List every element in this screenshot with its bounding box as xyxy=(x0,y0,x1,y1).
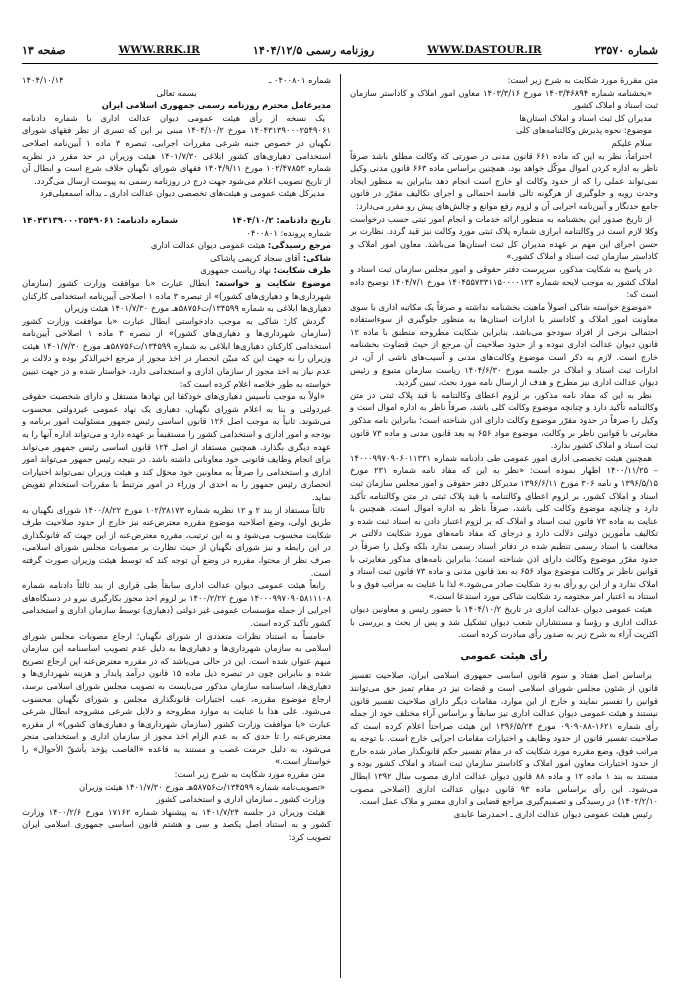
paragraph: در پاسخ به شکایت مذکور، سرپرست دفتر حقوقی و امور مجلس سازمان ثبت اسناد و املاک کشور به موجب لایحه شماره ۱۴۰۴۵۵۷۳۳۱۱۵۰۰۰۰۱۲۳ مورخ ۱۴۰۴/۷/۱ توضیح داده است که: xyxy=(350,263,658,300)
plaintiff-value: آقای سجاد کریمی پاشاکی xyxy=(209,252,301,263)
paragraph: از تاریخ صدور این بخشنامه به منظور ارائه خدمات و انجام امور ثبتی حسب درخواست وکلا لازم است در وکالتنامه ابرازی شماره پلاک ثبتی مورد وکالت نیز قید گردد. نظارت بر حسن اجرای این مهم بر عهده مدیران کل ثبت استان‌ها می‌باشد. معاون امور املاک و کاداستر سازمان ثبت اسناد و املاک کشور.» xyxy=(350,213,658,262)
page-header xyxy=(22,40,658,64)
signature: مدیرکل هیئت عمومی و هیئت‌های تخصصی دیوان عدالت اداری ـ یداله اسمعیلی‌فرد xyxy=(39,188,325,199)
issue-number: شماره ۲۳۵۷۰ xyxy=(594,43,658,57)
court-value: هیئت عمومی دیوان عدالت اداری xyxy=(150,240,266,251)
file-number: شماره پرونده: ۰۴۰۰۸۰۱ xyxy=(246,227,331,238)
paragraph: «تصویب‌نامه شماره ۱۳۴۵۹۹/ت۵۸۷۵۶هـ مورخ ۱۴۰۱/۷/۳۰ هیئت وزیران xyxy=(78,781,325,792)
subject-label: موضوع شکایت و خواسته: xyxy=(215,277,331,288)
paragraph: یک نسخه از رأی هیئت عمومی دیوان عدالت اداری با شماره دادنامه ۱۴۰۴۳۱۳۹۰۰۰۲۵۴۹۰۶۱ مورخ ۱۴۰۴/۱۰/۲ مبنی بر این که تسری از نظر فقهای شورای نگهبان در خصوص جنبه شرعی مقررات اجرایی، تبصره ۳ ماده ۱ آیین‌نامه اصلاحی استخدامی دهیاری‌های کشور ابلاغی ۱۴۰۱/۷/۳۰ هیئت وزیران در حد مقرر در نظریه شماره ۱۰۲/۴۷۸۵۳ مورخ ۱۴۰۴/۹/۱۱ فقهای شورای نگهبان خلاف شرع است و ابطال آن از تاریخ تصویب اعلام می‌شود جهت درج در روزنامه رسمی به پیوست ارسال می‌گردد. xyxy=(22,112,332,186)
ruling-title: رأی هیئت عمومی xyxy=(460,650,548,662)
ruling-meta-row xyxy=(22,214,331,227)
site-link-dastour[interactable]: WWW.DASTOUR.IR xyxy=(427,44,542,56)
court-label: مرجع رسیدگی: xyxy=(267,240,331,251)
paragraph: موضوع: نحوه پذیرش وکالتنامه‌های کلی xyxy=(515,125,652,136)
paragraph: گردش کار: شاکی به موجب دادخواستی ابطال عبارت «با موافقت وزارت کشور (سازمان شهرداری‌ها و دهیاری‌های کشور)» از تبصره ۳ ماده ۱ اصلاحی آیین‌نامه استخدامی کارکنان دهیاری‌ها ابلاغی به شماره ۱۳۴۵۹۹/ت۵۸۷۵۶هـ مورخ ۱۴۰۱/۷/۳۰ هیئت وزیران را به جهت این که مبیّن انحصار در اخذ مجوز از مرجع اخیرالذکر بوده و دلالت بر عدم نیاز به اخذ مجوز از سازمان اداری و استخدامی دارد، خواستار شده و در جهت تبیین خواسته به طور خلاصه اعلام کرده است که: xyxy=(22,315,331,389)
paragraph: هیئت وزیران در جلسه ۱۴۰۱/۷/۲۴ به پیشنهاد شماره ۱۷۱۶۲ مورخ ۱۴۰۰/۲/۶ وزارت کشور و به استناد اصل یکصد و سی و هشتم قانون اساسی جمهوری اسلامی ایران تصویب کرد: xyxy=(22,806,331,843)
ruling-date: تاریخ دادنامه: ۱۴۰۴/۱۰/۲ xyxy=(231,214,331,225)
paragraph: رابعاً هیئت عمومی دیوان عدالت اداری سابقاً طی قراری از بند ثالثاً دادنامه شماره ۱۴۰۰۰۹۹۷۰۹۰۵۸۱۱۱۰۸ مورخ ۱۴۰۰/۲/۲۲ بر لزوم اخذ مجوز بکارگیری نیرو در دستگاه‌های اجرایی از جمله مؤسسات عمومی غیر دولتی (دهیاری) توسط سازمان اداری و استخدامی کشور تأکید کرده است. xyxy=(22,580,331,628)
gazette-date: روزنامه رسمی ۱۴۰۴/۱۲/۵ xyxy=(252,43,375,57)
paragraph: «اولاً به موجب تأسیس دهیاری‌های خودکفا این نهادها مستقل و دارای شخصیت حقوقی غیردولتی و بنا به اعلام شورای نگهبان، دهیاری یک نهاد عمومی غیردولتی محسوب می‌شوند. ثانیاً به موجب اصل ۱۲۶ قانون اساسی رئیس جمهور مسئولیت امور برنامه و بودجه و امور اداری و استخدامی کشور را مستقیماً بر عهده دارد و می‌تواند اداره آنها را به عهده دیگری بگذارد. همچنین مستفاد از اصل ۱۲۴ قانون اساسی رئیس جمهور می‌تواند برای انجام وظایف قانونی خود معاونانی داشته باشد. در نتیجه رئیس جمهور می‌تواند امور اداری و استخدامی را صرفاً به معاونین خود محوّل کند و هیئت وزیران نمی‌تواند اختیارات انحصاری رئیس جمهور را به احدی از وزراء در امور مرتبط با مقررات استخدام تفویض نماید. xyxy=(22,391,331,502)
signature: رئیس هیئت عمومی دیوان عدالت اداری ـ احمدرضا عابدی xyxy=(453,808,652,819)
defendant-label: طرف شکایت: xyxy=(273,265,331,276)
letter-date: ۱۴۰۴/۱۰/۱۴ xyxy=(22,75,64,85)
plaintiff-label: شاکی: xyxy=(302,252,331,263)
defendant-value: نهاد ریاست جمهوری xyxy=(200,265,271,276)
ruling-number: شماره دادنامه: ۱۴۰۴۳۱۳۹۰۰۰۲۵۴۹۰۶۱ xyxy=(22,214,178,225)
paragraph: مدیران کل ثبت اسناد و املاک استان‌ها xyxy=(519,112,652,123)
addressee: مدیرعامل محترم روزنامه رسمی جمهوری اسلامی ایران xyxy=(101,100,331,111)
columns xyxy=(22,74,658,978)
right-column xyxy=(340,74,658,978)
paragraph: هیئت عمومی دیوان عدالت اداری در تاریخ ۱۴۰۴/۱۰/۲ با حضور رئیس و معاونین دیوان عدالت اداری و رؤسا و مستشاران شعب دیوان تشکیل شد و پس از بحث و بررسی با اکثریت آراء به شرح زیر به صدور رأی مبادرت کرده است. xyxy=(350,603,658,640)
paragraph: سلام علیکم xyxy=(611,137,652,148)
paragraph: ثالثاً مستفاد از بند ۲ و ۱۲ نظریه شماره ۱۰۲/۳۸۱۷۳ مورخ ۱۴۰۰/۸/۲۲ شورای نگهبان به طریق اولی، وضع اصلاحیه موضوع مقرره معترض‌عنه نیز خارج از حدود صلاحیت طرف شکایت محسوب می‌شود و به این ترتیب، مقرره معترض‌عنه از این جهت که قانونگذاری در این رابطه و نیز شورای نگهبان از حیث نظارت بر مصوبات مجلس شورای اسلامی، صرف نظر از محتوا، مقرره در وضع آن توجه کند که توسط هیئت وزیران صورت گرفته است. xyxy=(22,504,331,578)
paragraph: همچنین هیئت تخصصی اداری امور عمومی طی دادنامه شماره ۱۴۰۰۰۹۹۷۰۹۰۶۰۱۱۳۳۱ – ۱۴۰۰/۱۱/۲۵ اظهار نموده است: «نظر به این که مفاد نامه شماره ۲۳۱ مورخ ۱۳۹۶/۵/۱۵ و نامه ۳۰۶ مورخ ۱۳۹۶/۶/۱۱ مدیرکل دفتر حقوقی و امور مجلس سازمان ثبت اسناد و املاک کشور، بر لزوم اعطای وکالتنامه با قید پلاک ثبتی در متن وکالتنامه تأکید دارد و چنانچه موضوع وکالت کلی باشد، صرفاً ناظر به اداره اموال است. همچنین با عنایت به ماده ۷۳ قانون ثبت اسناد و املاک که بر لزوم اعتبار دادن به اسناد ثبت شده و تکالیف مأمورین دولتی دلالت دارد و درجای که مفاد نامه‌های مورد شکایت دلالتی بر مخالفت با اسناد رسمی تنظیم شده در دفاتر اسناد رسمی ندارد بلکه وکیل را صرفاً در حدود مقرّر موضوع وکالت دارای اذن شناخته است؛ بنابراین نامه‌های مذکور مغایرتی با قوانین ناظر بر وکالت موضوع مواد ۶۵۶ به بعد قانون مدنی و ماده ۷۳ قانون ثبت اسناد و املاک ندارد و از این رو رأی به رد شکایت صادر می‌شود.» لذا با عنایت به مراتب فوق و با استناد به اعتبار امر مختومه رد شکایت شاکی مورد استدعا است.» xyxy=(350,452,658,602)
paragraph: متن مقرره مورد شکایت به شرح زیر است: xyxy=(174,769,325,780)
letter-number: شماره ۰۴۰۰۸۰۱ ـ xyxy=(268,75,331,85)
bismillah: بسمه تعالی xyxy=(156,87,197,98)
paragraph: براساس اصل هفتاد و سوم قانون اساسی جمهوری اسلامی ایران، صلاحیت تفسیر قانون از شئون مجلس شورای اسلامی است و قضات نیز در مقام تمیز حق می‌توانند قوانین را تفسیر نمایند و خارج از این موارد، مقامات دیگر دارای صلاحیت تفسیر قانون نیستند و هیئت عمومی دیوان عدالت اداری نیز سابقاً و براساس آراء مختلف خود از جمله رأی شماره ۱۶۲۱-۰۹۰۹۰۸۸ مورخ ۱۳۹۶/۵/۲۴ این هیئت صراحتاً اعلام کرده است که صلاحیت تفسیر قانون از حدود وظایف و اختیارات مقامات اجرایی خارج است. با توجه به مراتب فوق، وضع مقرره مورد شکایت که در مقام تفسیر حکم قانونگذار صادر شده خارج از حدود اختیارات معاون امور املاک و کاداستر سازمان ثبت اسناد و املاک کشور بوده و مستند به بند ۱ ماده ۱۲ و ماده ۸۸ قانون دیوان عدالت اداری مصوب سال ۱۳۹۲ ابطال می‌شود. این رأی براساس ماده ۹۳ قانون دیوان عدالت اداری (اصلاحی مصوب ۱۴۰۲/۲/۱۰) در رسیدگی و تصمیم‌گیری مراجع قضایی و اداری معتبر و ملاک عمل است. xyxy=(350,670,658,807)
left-column xyxy=(22,74,340,978)
paragraph: خامساً به استناد نظرات متعددی از شورای نگهبان؛ ارجاع مصوبات مجلس شورای اسلامی به سازمان شهرداری‌ها و دهیاری‌ها به دلیل عدم تصویب اساسنامه این سازمان مبهم عنوان شده است. این در حالی می‌باشد که در مقرره معترض‌عنه این ارجاع تصریح شده و بنابراین چون در تبصره ذیل ماده ۱۵ قانون درآمد پایدار و هزینه شهرداری‌ها و دهیاری‌ها، اساسنامه سازمان مذکور می‌بایست به تصویب مجلس شورای اسلامی برسد، ارجاع موضوع مقرره، عیب اختیارات قانونگذاری مجلس و شورای نگهبان محسوب می‌شود. علی هذا با عنایت به موارد مطروحه و دلایل شرعی مشروحه ابطال شرعی عبارت «با موافقت وزارت کشور (سازمان شهرداری‌ها و دهیاری‌های کشور)» از مقرره معترض‌عنه را تا حدی که به عدم الزام اخذ مجوز از سازمان اداری و استخدامی منجر می‌شود، به دلیل حرمت غصب و مستند به قاعده «الغاصب یؤخذ بأشقّ الأحوال» را خواستار است.» xyxy=(22,630,332,767)
paragraph: نظر به این که مفاد نامه مذکور، بر لزوم اعطای وکالتنامه با قید پلاک ثبتی در متن وکالتنامه تأکید دارد و چنانچه موضوع وکالت کلی باشد، صرفاً ناظر به اداره اموال است و وکیل را صرفاً در حدود مقرّر موضوع وکالت دارای اذن شناخته است؛ بنابراین نامه مذکور مغایرتی با قوانین ناظر بر وکالت، موضوع مواد ۶۵۶ به بعد قانون مدنی و ماده ۷۳ قانون ثبت اسناد و املاک کشور ندارد. xyxy=(350,389,658,451)
subject-value: ابطال عبارت «با موافقت وزارت کشور (سازمان شهرداری‌ها و دهیاری‌های کشور)» از تبصره ۳ ماده ۱ اصلاحی آیین‌نامه استخدامی کارکنان دهیاری‌ها ابلاغی به شماره ۱۳۴۵۹۹/ت۵۸۷۵۶هـ مورخ ۱۴۰۱/۷/۳۰ هیئت وزیران xyxy=(22,277,331,314)
paragraph: «موضوع خواسته شاکی اصولاً ماهیت بخشنامه نداشته و صرفاً یک مکاتبه اداری با سوی معاونت امور املاک و کاداستر با ادارات استان‌ها به منظور جلوگیری از سوءاستفاده احتمالی برخی از افراد سودجو می‌باشد. بنابراین شکایت مطروحه منطبق با ماده ۱۲ قانون دیوان عدالت اداری نبوده و از حدود صلاحیت آن مرجع از حیث قضاوت بخشنامه خارج است. لازم به ذکر است موضوع وکالت‌های مدنی و آسیب‌های ناشی از آن، در ادارات ثبت اسناد و املاک در جلسه مورخ ۱۴۰۴/۶/۳۰ ریاست سازمان متبوع و رئیس دیوان عدالت اداری نیز مطرح و هدف از ارسال نامه مورد بحث، تبیین گردید. xyxy=(350,301,658,388)
site-link-rrk[interactable]: WWW.RRK.IR xyxy=(118,44,200,56)
letter-reference xyxy=(22,74,331,87)
paragraph: متن مقررهٔ مورد شکایت به شرح زیر است: xyxy=(507,75,658,85)
paragraph: وزارت کشور ـ سازمان اداری و استخدامی کشور xyxy=(156,794,325,805)
page-number: صفحه ۱۳ xyxy=(22,43,66,57)
paragraph: «بخشنامه شماره ۱۴۰۳/۴۶۸۹۴ مورخ ۱۴۰۳/۳/۱۶ معاون امور املاک و کاداستر سازمان ثبت اسناد و املاک کشور xyxy=(350,87,658,111)
paragraph: احتراماً، نظر به این که ماده ۶۶۱ قانون مدنی در صورتی که وکالت مطلق باشد صرفاً ناظر به اداره کردن اموال موکّل خواهد بود. همچنین براساس ماده ۶۶۳ قانون مدنی وکیل نمی‌تواند عملی را که از حدود وکالت او خارج است انجام دهد بنابراین به منظور ایجاد وحدت رویه و جلوگیری از هرگونه تالی فاسد احتمالی و اجرای تکالیف مقرّر در قانون جامع حدنگار و آیین‌نامه اجرایی آن و لزوم رفع موانع و چالش‌های پیش رو مقرر می‌دارد: xyxy=(350,150,658,211)
